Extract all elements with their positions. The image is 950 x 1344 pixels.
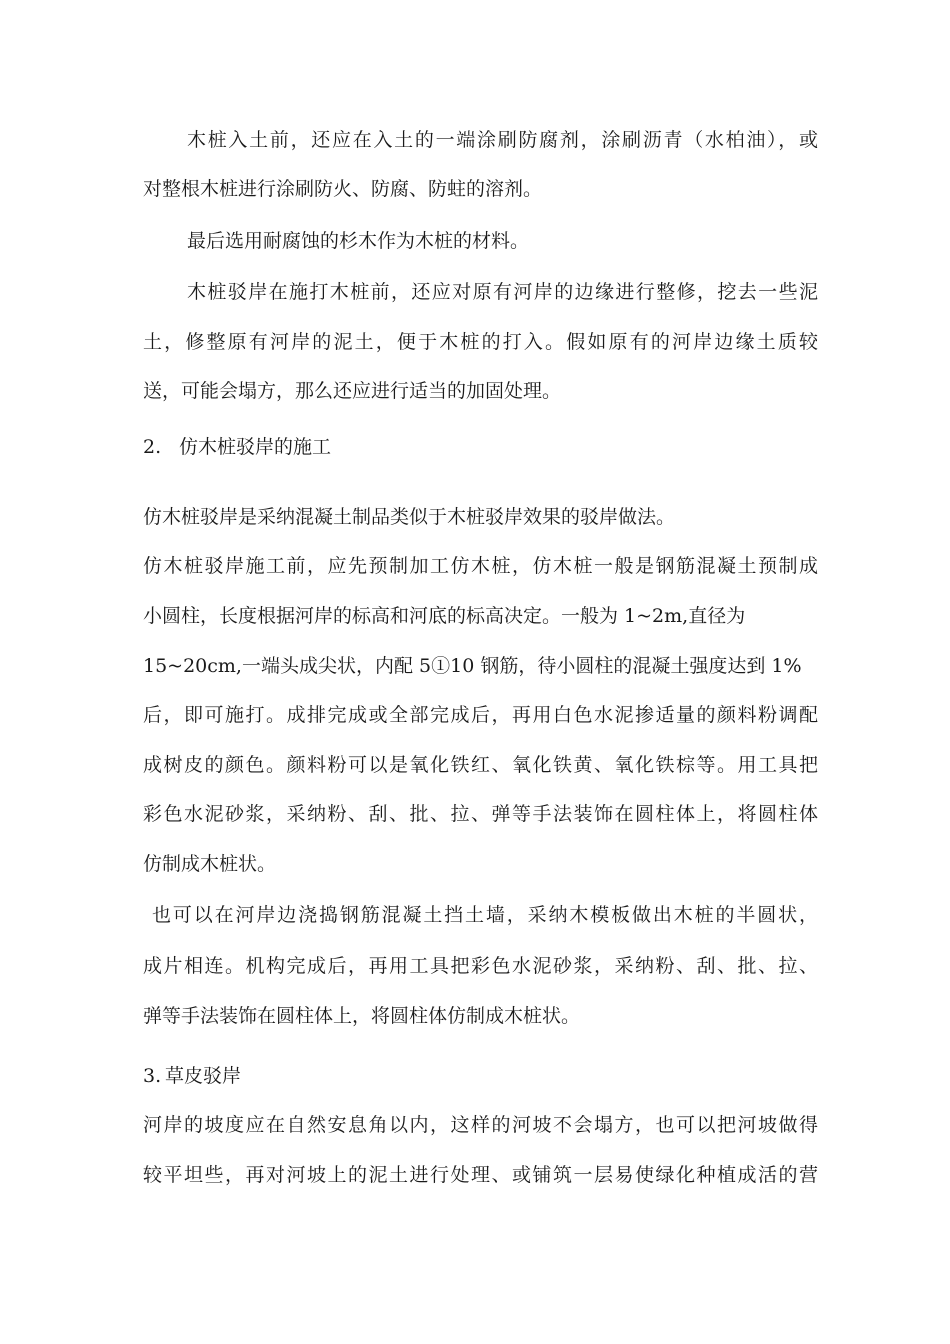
- paragraph-line: 小圆柱，长度根据河岸的标高和河底的标高决定。一般为 1~2m,直径为: [143, 605, 746, 627]
- section-heading: [143, 1063, 241, 1089]
- paragraph-line: 成片相连。机构完成后，再用工具把彩色水泥砂浆，采纳粉、刮、批、拉、: [143, 955, 818, 977]
- paragraph-line: 土，修整原有河岸的泥土，便于木桩的打入。假如原有的河岸边缘土质较: [143, 331, 818, 353]
- section-number: 3.: [143, 1065, 162, 1087]
- paragraph-line: 河岸的坡度应在自然安息角以内，这样的河坡不会塌方，也可以把河坡做得: [143, 1114, 818, 1136]
- paragraph-line: 木桩入土前，还应在入土的一端涂刷防腐剂，涂刷沥青（水柏油），或: [187, 129, 818, 151]
- section-number: 2.: [143, 436, 162, 458]
- paragraph-line: 较平坦些，再对河坡上的泥土进行处理、或铺筑一层易使绿化种植成活的营: [143, 1164, 818, 1186]
- paragraph-line: 成树皮的颜色。颜料粉可以是氧化铁红、氧化铁黄、氧化铁棕等。用工具把: [143, 754, 818, 776]
- paragraph-line: 仿木桩驳岸是采纳混凝土制品类似于木桩驳岸效果的驳岸做法。: [143, 506, 676, 528]
- paragraph-line: 后，即可施打。成排完成或全部完成后，再用白色水泥掺适量的颜料粉调配: [143, 704, 818, 726]
- section-title: 仿木桩驳岸的施工: [179, 436, 332, 458]
- paragraph-line: 也可以在河岸边浇捣钢筋混凝土挡土墙，采纳木模板做出木桩的半圆状，: [152, 904, 818, 926]
- paragraph-line: 仿木桩驳岸施工前，应先预制加工仿木桩，仿木桩一般是钢筋混凝土预制成: [143, 555, 818, 577]
- paragraph-line: 最后选用耐腐蚀的杉木作为木桩的材料。: [187, 230, 530, 252]
- paragraph-line: 木桩驳岸在施打木桩前，还应对原有河岸的边缘进行整修，挖去一些泥: [187, 281, 818, 303]
- paragraph-line: 对整根木桩进行涂刷防火、防腐、防蛀的溶剂。: [143, 178, 543, 200]
- section-heading: [143, 434, 331, 460]
- paragraph-line: 弹等手法装饰在圆柱体上，将圆柱体仿制成木桩状。: [143, 1005, 581, 1027]
- section-title: 草皮驳岸: [165, 1065, 242, 1087]
- paragraph-line: 15~20cm,一端头成尖状，内配 5①10 钢筋，待小圆柱的混凝土强度达到 1%: [143, 655, 802, 677]
- paragraph-line: 送，可能会塌方，那么还应进行适当的加固处理。: [143, 380, 562, 402]
- paragraph-line: 仿制成木桩状。: [143, 853, 277, 875]
- paragraph-line: 彩色水泥砂浆，采纳粉、刮、批、拉、弹等手法装饰在圆柱体上，将圆柱体: [143, 803, 818, 825]
